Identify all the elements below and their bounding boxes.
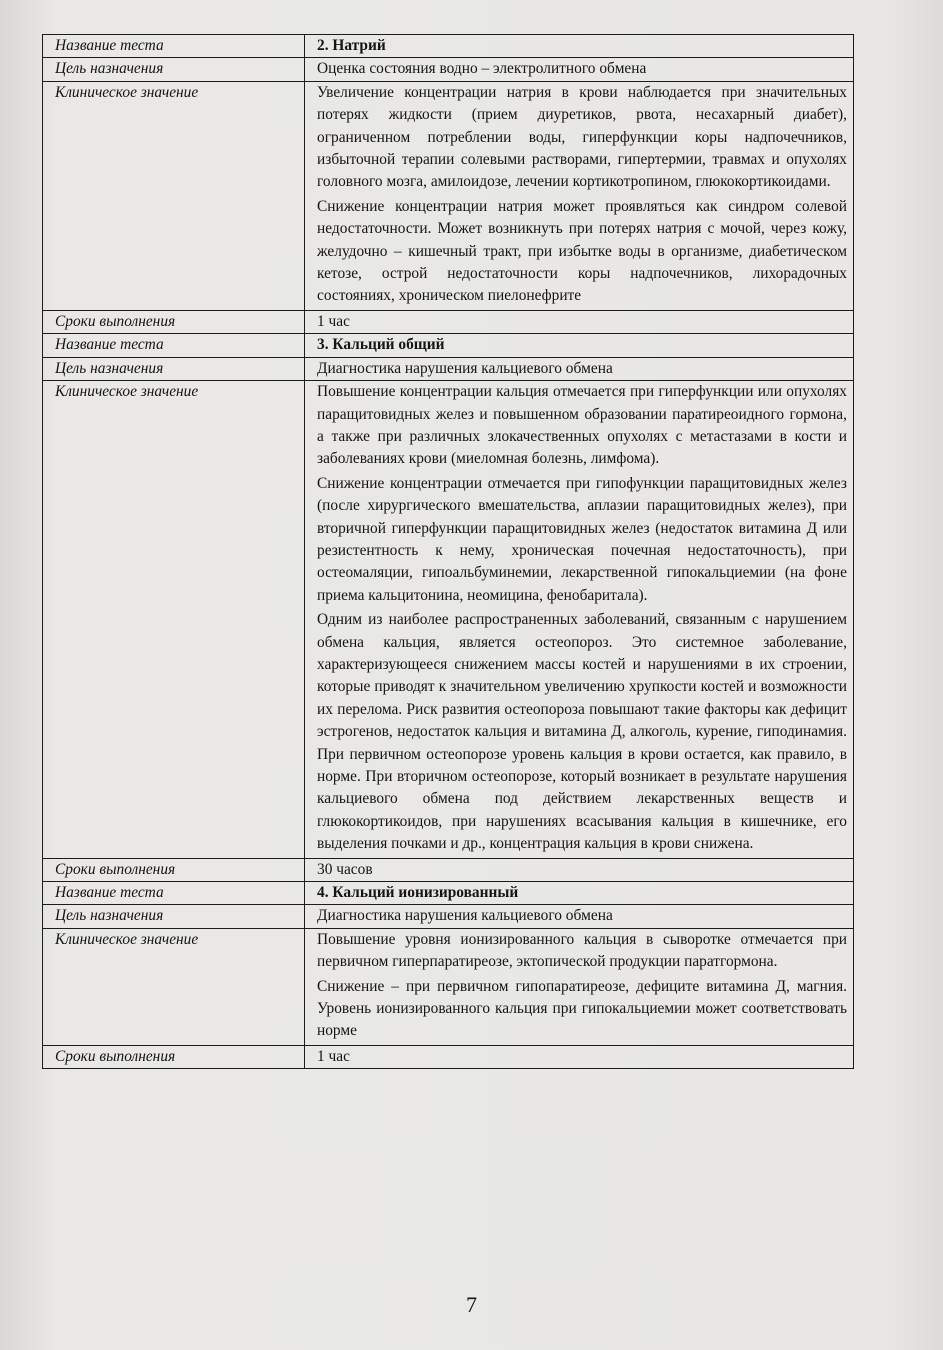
clinical-paragraph: Повышение концентрации кальция отмечается при гиперфункции или опухолях паращитовидных желез и повышенном образовании паратиреоидного гормона, а также при различных злокачественных опухолях с метастазами в кости и заболеваниях крови (миеломная болезнь, лимфома). bbox=[317, 383, 847, 468]
test-name-label: Название теста bbox=[43, 334, 305, 357]
table-row bbox=[43, 310, 854, 333]
table-row bbox=[43, 905, 854, 928]
table-row bbox=[43, 882, 854, 905]
table-row bbox=[43, 357, 854, 380]
page-number: 7 bbox=[466, 1292, 477, 1317]
purpose-label: Цель назначения bbox=[43, 58, 305, 81]
test-name-label: Название теста bbox=[43, 35, 305, 58]
table-row bbox=[43, 1045, 854, 1068]
test-name: 4. Кальций ионизированный bbox=[305, 882, 854, 905]
clinical-paragraph: Снижение концентрации отмечается при гипофункции паращитовидных желез (после хирургического вмешательства, аплазии паращитовидных желез), при вторичной гиперфункции паращитовидных желез (недостаток витамина Д или резистентность к нему, хроническая почечная недостаточность), при остеомаляции, гипоальбуминемии, лекарственной гипокальциемии (на фоне приема кальцитонина, неомицина, фенобаритала). bbox=[317, 474, 847, 604]
clinical-value bbox=[305, 928, 854, 1045]
table-row bbox=[43, 334, 854, 357]
lab-tests-table bbox=[42, 34, 854, 1069]
time-value: 1 час bbox=[305, 1045, 854, 1068]
clinical-paragraph: Увеличение концентрации натрия в крови наблюдается при значительных потерях жидкости (прием диуретиков, рвота, несахарный диабет), ограниченном потреблении воды, гиперфункции коры надпочечников, избыточной терапии солевыми растворами, гипертермии, травмах и опухолях головного мозга, амилоидозе, лечении кортикотропином, глюкокортикоидами. bbox=[317, 83, 847, 191]
clinical-value bbox=[305, 81, 854, 310]
clinical-paragraph: Снижение концентрации натрия может проявляться как синдром солевой недостаточности. Может возникнуть при потерях натрия с мочой, через кожу, желудочно – кишечный тракт, при избытке воды в организме, диабетическом кетозе, острой недостаточности коры надпочечников, лихорадочных состояниях, хроническом пиелонефрите bbox=[317, 197, 847, 305]
purpose-value: Диагностика нарушения кальциевого обмена bbox=[305, 357, 854, 380]
clinical-paragraph: Снижение – при первичном гипопаратиреозе, дефиците витамина Д, магния. Уровень ионизированного кальция при гипокальциемии может соответствовать норме bbox=[317, 977, 847, 1040]
clinical-value bbox=[305, 381, 854, 859]
test-name-label: Название теста bbox=[43, 882, 305, 905]
time-label: Сроки выполнения bbox=[43, 1045, 305, 1068]
table-row bbox=[43, 381, 854, 859]
table-row bbox=[43, 35, 854, 58]
table-row bbox=[43, 928, 854, 1045]
purpose-label: Цель назначения bbox=[43, 905, 305, 928]
clinical-paragraph: Одним из наиболее распространенных заболеваний, связанным с нарушением обмена кальция, является остеопороз. Это системное заболевание, характеризующееся снижением массы костей и нарушениями в их строении, которые приводят к значительном увеличению хрупкости костей и возможности их перелома. Риск развития остеопороза повышают такие факторы как дефицит эстрогенов, недостаток кальция и витамина Д, алкоголь, курение, гиподинамия. При первичном остеопорозе уровень кальция в крови остается, как правило, в норме. При вторичном остеопорозе, который возникает в результате нарушения кальциевого обмена под действием лекарственных веществ и глюкокортикоидов, при нарушениях всасывания кальция в кишечнике, его выделения почками и др., концентрация кальция в крови снижена. bbox=[317, 611, 847, 853]
clinical-label: Клиническое значение bbox=[43, 81, 305, 310]
purpose-label: Цель назначения bbox=[43, 357, 305, 380]
clinical-label: Клиническое значение bbox=[43, 928, 305, 1045]
time-label: Сроки выполнения bbox=[43, 310, 305, 333]
time-label: Сроки выполнения bbox=[43, 858, 305, 881]
table-row bbox=[43, 81, 854, 310]
clinical-paragraph: Повышение уровня ионизированного кальция в сыворотке отмечается при первичном гиперпаратиреозе, эктопической продукции паратгормона. bbox=[317, 930, 847, 971]
time-value: 30 часов bbox=[305, 858, 854, 881]
table-row bbox=[43, 858, 854, 881]
table-row bbox=[43, 58, 854, 81]
test-name: 2. Натрий bbox=[305, 35, 854, 58]
test-name: 3. Кальций общий bbox=[305, 334, 854, 357]
time-value: 1 час bbox=[305, 310, 854, 333]
clinical-label: Клиническое значение bbox=[43, 381, 305, 859]
purpose-value: Диагностика нарушения кальциевого обмена bbox=[305, 905, 854, 928]
purpose-value: Оценка состояния водно – электролитного обмена bbox=[305, 58, 854, 81]
